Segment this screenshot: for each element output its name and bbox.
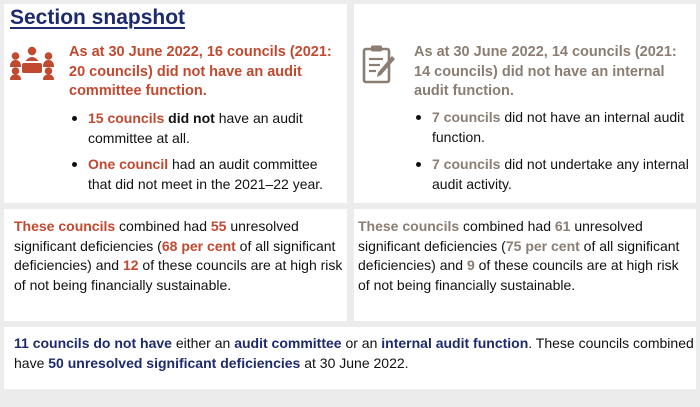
clipboard-pencil-icon bbox=[362, 44, 396, 84]
left-bullet-committee-not-met: One council had an audit committee that did not meet in the 2021–22 year. bbox=[72, 155, 344, 194]
section-title: Section snapshot bbox=[10, 6, 186, 29]
right-bullet-no-internal-audit: 7 councils did not have an internal audit function. bbox=[416, 108, 691, 147]
left-summary-text: These councils combined had 55 unresolved significant deficiencies (68 per cent of all significant deficiencies) and 12 of these councils are at high risk of not being financially sustainable. bbox=[14, 218, 343, 293]
footer-summary-text: 11 councils do not have either an audit committee or an internal audit function. These councils combined have 50 unresolved significant deficiencies at 30 June 2022. bbox=[14, 335, 694, 371]
left-bullet-no-committee: 15 councils did not have an audit committee at all. bbox=[72, 109, 342, 148]
left-heading: As at 30 June 2022, 16 councils (2021: 20 councils) did not have an audit committee function. bbox=[69, 44, 332, 99]
right-heading: As at 30 June 2022, 14 councils (2021: 14 councils) did not have an internal audit function. bbox=[414, 44, 677, 99]
right-bullet-no-activity: 7 councils did not undertake any internal audit activity. bbox=[416, 155, 691, 194]
people-meeting-icon bbox=[10, 46, 54, 80]
right-summary-text: These councils combined had 61 unresolved significant deficiencies (75 per cent of all significant deficiencies) and 9 of these councils are at high risk of not being financially sustainable. bbox=[358, 218, 680, 293]
